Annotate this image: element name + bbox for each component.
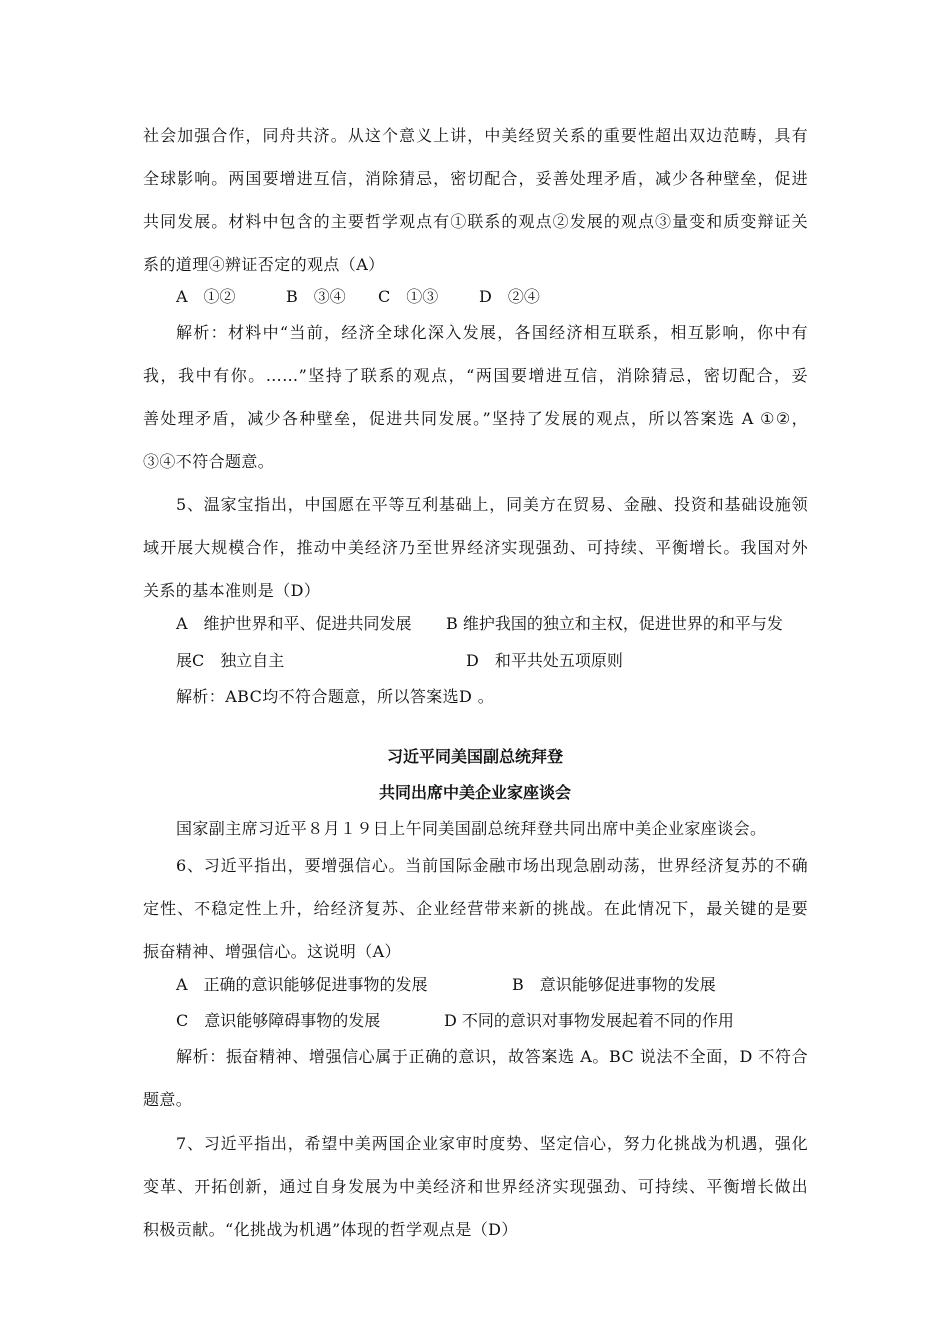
paragraph-line: 社会加强合作，同舟共济。从这个意义上讲，中美经贸关系的重要性超出双边范畴，具有	[143, 126, 808, 145]
analysis-line: 解析：ABC均不符合题意，所以答案选D 。	[176, 687, 495, 706]
option-d: D 不同的意识对事物发展起着不同的作用	[444, 1011, 734, 1030]
option-d: D 和平共处五项原则	[466, 651, 623, 670]
option-c: C ①③	[378, 287, 439, 306]
section-heading: 习近平同美国副总统拜登	[386, 747, 563, 766]
question-line: 6、习近平指出，要增强信心。当前国际金融市场出现急剧动荡，世界经济复苏的不确	[176, 856, 808, 875]
analysis-line: ③④不符合题意。	[143, 452, 275, 471]
analysis-line: 解析：材料中“当前，经济全球化深入发展，各国经济相互联系，相互影响，你中有	[176, 323, 808, 342]
option-d: D ②④	[479, 287, 540, 306]
question-line: 关系的基本准则是（D）	[143, 581, 321, 600]
option-a: A 正确的意识能够促进事物的发展	[176, 975, 428, 994]
paragraph-line: 共同发展。材料中包含的主要哲学观点有①联系的观点②发展的观点③量变和质变辩证关	[143, 212, 808, 231]
option-a: A ①②	[176, 287, 236, 306]
intro-line: 国家副主席习近平８月１９日上午同美国副总统拜登共同出席中美企业家座谈会。	[176, 819, 767, 838]
analysis-line: 善处理矛盾，减少各种壁垒，促进共同发展。”坚持了发展的观点，所以答案选 A ①②，	[143, 409, 808, 428]
analysis-line: 题意。	[143, 1090, 193, 1109]
paragraph-line: 系的道理④辨证否定的观点（A）	[143, 255, 385, 274]
paragraph-line: 全球影响。两国要增进互信，消除猜忌，密切配合，妥善处理矛盾，减少各种壁垒，促进	[143, 169, 808, 188]
analysis-line: 解析：振奋精神、增强信心属于正确的意识，故答案选 A。BC 说法不全面，D 不符合	[176, 1047, 808, 1066]
question-line: 5、温家宝指出，中国愿在平等互利基础上，同美方在贸易、金融、投资和基础设施领	[176, 495, 808, 514]
analysis-line: 我，我中有你。……”坚持了联系的观点，“两国要增进互信，消除猜忌，密切配合，妥	[143, 366, 808, 385]
option-b-continued: 展C 独立自主	[176, 651, 285, 670]
question-line: 积极贡献。“化挑战为机遇”体现的哲学观点是（D）	[143, 1220, 518, 1239]
question-line: 变革、开拓创新，通过自身发展为中美经济和世界经济实现强劲、可持续、平衡增长做出	[143, 1177, 808, 1196]
question-line: 7、习近平指出，希望中美两国企业家审时度势、坚定信心，努力化挑战为机遇，强化	[176, 1134, 808, 1153]
option-c: C 意识能够障碍事物的发展	[176, 1011, 381, 1030]
option-b: B ③④	[286, 287, 346, 306]
option-b: B 意识能够促进事物的发展	[512, 975, 716, 994]
section-subheading: 共同出席中美企业家座谈会	[378, 783, 571, 802]
question-line: 振奋精神、增强信心。这说明（A）	[143, 942, 401, 961]
option-a: A 维护世界和平、促进共同发展	[176, 614, 412, 633]
question-line: 域开展大规模合作，推动中美经济乃至世界经济实现强劲、可持续、平衡增长。我国对外	[143, 538, 808, 557]
option-b: B 维护我国的独立和主权，促进世界的和平与发	[446, 614, 783, 633]
question-line: 定性、不稳定性上升，给经济复苏、企业经营带来新的挑战。在此情况下，最关键的是要	[143, 899, 808, 918]
